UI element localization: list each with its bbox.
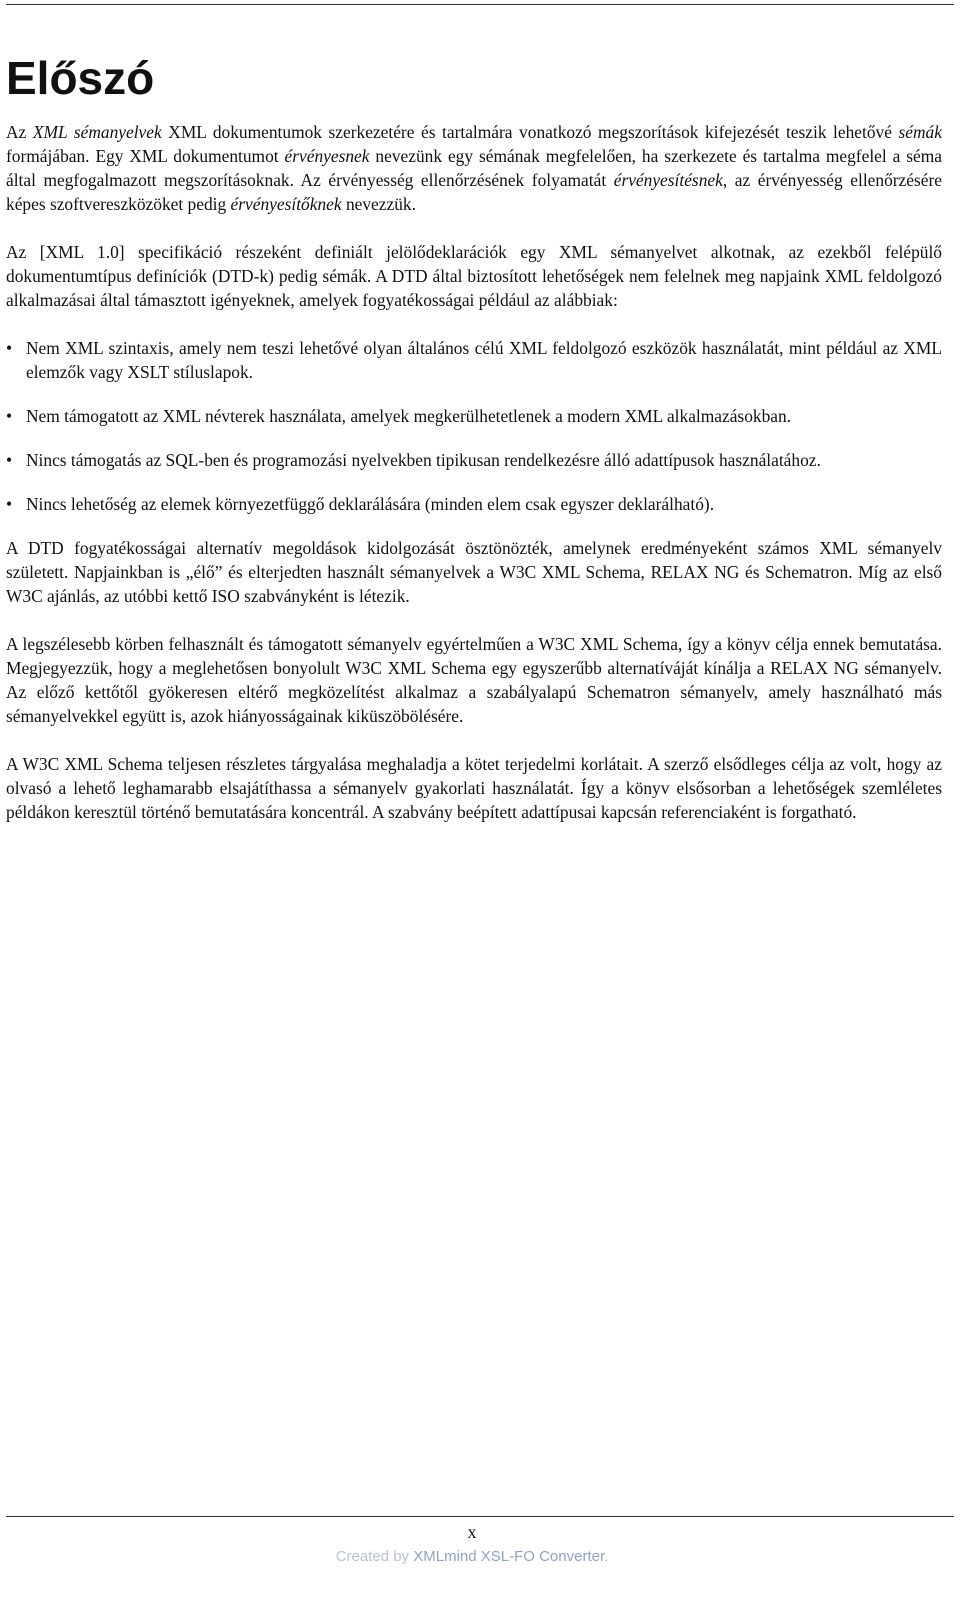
list-item: • Nem XML szintaxis, amely nem teszi lehetővé olyan általános célú XML feldolgozó eszközök használatát, mint például az XML elemzők vagy XSLT stíluslapok.: [6, 338, 942, 382]
page-number: x: [467, 1522, 477, 1542]
watermark-brand: XMLmind XSL-FO Converter: [413, 1548, 605, 1565]
list-item: • Nincs lehetőség az elemek környezetfüggő deklarálására (minden elem csak egyszer deklarálható).: [6, 494, 715, 514]
bottom-rule: [6, 1516, 954, 1517]
watermark: Created by XMLmind XSL-FO Converter.: [335, 1548, 609, 1565]
w3c-schema-paragraph: A legszélesebb körben felhasznált és támogatott sémanyelv egyértelműen a W3C XML Schema, így a könyv célja ennek bemutatása. Megjegyezzük, hogy a meglehetősen bonyolult W3C XML Schema egy egyszerűbb alternatíváját kínálja a RELAX NG sémanyelv. Az előző kettőtől gyökeresen eltérő megközelítést alkalmaz a szabályalapú Schematron sémanyelv, amely használható más sémanyelvekkel együtt is, azok hiányosságainak kiküszöbölésére.: [6, 634, 942, 726]
page-title: Előszó: [6, 52, 155, 104]
bullet-icon: •: [6, 450, 13, 470]
page-content: [6, 50, 942, 848]
dtd-deficiency-list: [6, 336, 942, 516]
top-rule: [6, 4, 954, 5]
intro-paragraph: Az XML sémanyelvek XML dokumentumok szerkezetére és tartalmára vonatkozó megszorítások kifejezését teszik lehetővé sémák formájában. Egy XML dokumentumot érvényesnek nevezünk egy sémának megfelelően, ha szerkezete és tartalma megfelel a séma által megfogalmazott megszorításoknak. Az érvényesség ellenőrzésének folyamatát érvényesítésnek, az érvényesség ellenőrzésére képes szoftvereszközöket pedig érvényesítőknek nevezzük.: [6, 122, 942, 214]
alternatives-paragraph: A DTD fogyatékosságai alternatív megoldások kidolgozását ösztönözték, amelynek eredményeként számos XML sémanyelv született. Napjainkban is „élő” és elterjedten használt sémanyelvek a W3C XML Schema, RELAX NG és Schematron. Míg az első W3C ajánlás, az utóbbi kettő ISO szabványként is létezik.: [6, 538, 942, 606]
list-item: • Nem támogatott az XML névterek használata, amelyek megkerülhetetlenek a modern XML alkalmazásokban.: [6, 406, 792, 426]
dtd-paragraph: Az [XML 1.0] specifikáció részeként definiált jelölődeklarációk egy XML sémanyelvet alkotnak, az ezekből felépülő dokumentumtípus definíciók (DTD-k) pedig sémák. A DTD által biztosított lehetőségek nem felelnek meg napjaink XML feldolgozó alkalmazásai által támasztott igényeknek, amelyek fogyatékosságai például az alábbiak:: [6, 242, 942, 310]
bullet-icon: •: [6, 338, 13, 358]
book-goal-paragraph: A W3C XML Schema teljesen részletes tárgyalása meghaladja a kötet terjedelmi korlátait. A szerző elsődleges célja az volt, hogy az olvasó a lehető leghamarabb elsajátíthassa a sémanyelv gyakorlati használatát. Így a könyv elsősorban a lehetőségek szemléletes példákon keresztül történő bemutatására koncentrál. A szabvány beépített adattípusai kapcsán referenciaként is forgatható.: [6, 754, 942, 822]
bullet-icon: •: [6, 494, 13, 514]
list-item: • Nincs támogatás az SQL-ben és programozási nyelvekben tipikusan rendelkezésre álló adattípusok használatához.: [6, 450, 821, 470]
bullet-icon: •: [6, 406, 13, 426]
